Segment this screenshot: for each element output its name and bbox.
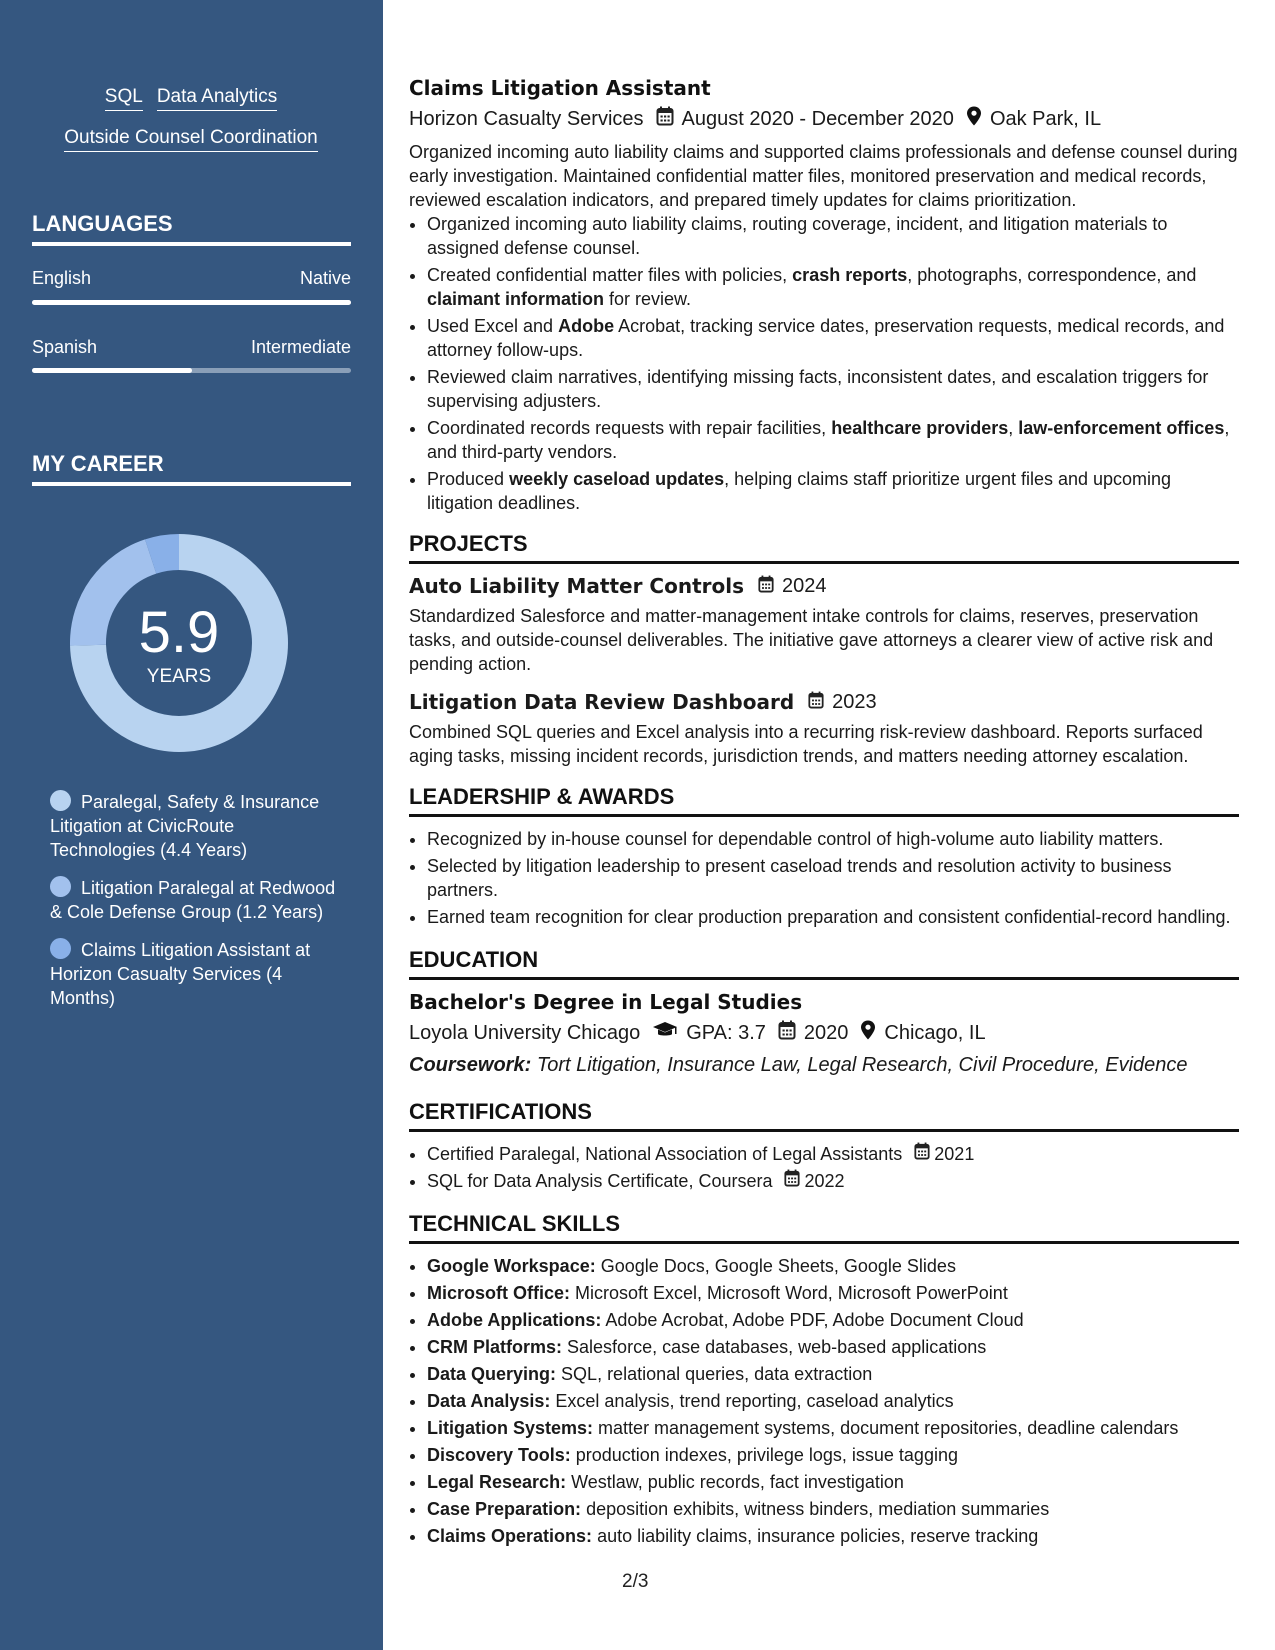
skill-category: CRM Platforms: [427, 1337, 563, 1357]
calendar-icon [758, 574, 774, 598]
career-item-text: Claims Litigation Assistant at Horizon Casualty Services (4 Months) [50, 940, 311, 1008]
career-item [50, 938, 340, 1010]
coursework [409, 1054, 1239, 1077]
language-proficiency-fill [32, 300, 351, 305]
skill-values: Salesforce, case databases, web-based applications [567, 1337, 987, 1357]
graduation-year: 2020 [803, 1021, 849, 1044]
language-row [32, 268, 351, 289]
page-number: 2/3 [622, 1571, 649, 1592]
leadership-heading: LEADERSHIP & AWARDS [409, 784, 1239, 817]
certification-row [427, 1142, 1239, 1166]
career-list [50, 790, 340, 1024]
career-color-dot [50, 876, 71, 897]
skill-values: SQL, relational queries, data extraction [561, 1364, 873, 1384]
calendar-icon [784, 1169, 800, 1193]
technical-skills-list [409, 1254, 1239, 1548]
technical-skill-item [427, 1254, 1239, 1278]
career-item-text: Litigation Paralegal at Redwood & Cole Defense Group (1.2 Years) [50, 878, 336, 922]
skill-values: auto liability claims, insurance policies, reserve tracking [597, 1526, 1039, 1546]
career-color-dot [50, 790, 71, 811]
language-row [32, 337, 351, 358]
career-heading: MY CAREER [32, 451, 351, 486]
bullet-text: Reviewed claim narratives, identifying missing facts, inconsistent dates, and escalation triggers for supervising adjusters. [427, 367, 1209, 411]
project-item [409, 690, 1239, 768]
projects-list [409, 574, 1239, 768]
skill-category: Litigation Systems: [427, 1418, 594, 1438]
job-company: Horizon Casualty Services [409, 107, 644, 130]
job-bullet [427, 314, 1239, 362]
skill-category: Discovery Tools: [427, 1445, 571, 1465]
language-level: Intermediate [250, 337, 351, 357]
certification-row [427, 1169, 1239, 1193]
skill-tag: Data Analytics [157, 86, 277, 111]
skill-values: Excel analysis, trend reporting, caseload analytics [555, 1391, 954, 1411]
career-color-dot [50, 938, 71, 959]
skill-values: Microsoft Excel, Microsoft Word, Microsoft PowerPoint [575, 1283, 1008, 1303]
job-summary: Organized incoming auto liability claims and supported claims professionals and defense counsel during early investigation. Maintained confidential matter files, monitored preservation and medical records, reviewed escalation indicators, and prepared timely updates for claims prioritization. [409, 142, 1238, 210]
technical-skills-heading: TECHNICAL SKILLS [409, 1211, 1239, 1244]
degree-title: Bachelor's Degree in Legal Studies [409, 990, 803, 1014]
certification-year: 2021 [934, 1144, 975, 1164]
education-heading: EDUCATION [409, 947, 1239, 980]
bold-text: crash reports [792, 265, 908, 285]
skill-category: Claims Operations: [427, 1526, 593, 1546]
leadership-item: • Selected by litigation leadership to present caseload trends and resolution activity to business partners. [427, 854, 1239, 902]
bold-text: claimant information [427, 289, 605, 309]
bullet-text: , photographs, correspondence, and [907, 265, 1197, 285]
skill-category: Adobe Applications: [427, 1310, 602, 1330]
school-location: Chicago, IL [884, 1021, 986, 1044]
skill-category: Legal Research: [427, 1472, 567, 1492]
skill-category: Data Analysis: [427, 1391, 551, 1411]
skill-tag: SQL [105, 86, 143, 111]
graduation-cap-icon [652, 1021, 678, 1045]
career-item [50, 790, 340, 862]
bullet-text: Used Excel and [427, 316, 559, 336]
bold-text: healthcare providers [831, 418, 1009, 438]
certification-year: 2022 [804, 1171, 845, 1191]
skill-tag-row [32, 127, 350, 152]
leadership-item: • Earned team recognition for clear production preparation and consistent confidential-record handling. [427, 905, 1239, 929]
project-title: Litigation Data Review Dashboard [409, 690, 795, 714]
skill-values: Google Docs, Google Sheets, Google Slides [600, 1256, 956, 1276]
school-name: Loyola University Chicago [409, 1021, 641, 1044]
coursework-label: Coursework: [409, 1054, 532, 1076]
languages-heading: LANGUAGES [32, 211, 351, 246]
skill-values: matter management systems, document repositories, deadline calendars [598, 1418, 1179, 1438]
job-bullets [409, 212, 1239, 515]
calendar-icon [808, 690, 824, 714]
project-year: 2023 [832, 690, 877, 713]
skill-values: Westlaw, public records, fact investigation [571, 1472, 904, 1492]
job-bullet [427, 365, 1239, 413]
job-title: Claims Litigation Assistant [409, 76, 711, 100]
projects-heading: PROJECTS [409, 531, 1239, 564]
location-pin-icon [966, 106, 982, 132]
language-level: Native [299, 268, 351, 288]
job-bullet [427, 212, 1239, 260]
certifications-list [409, 1142, 1239, 1193]
certification-name: • Certified Paralegal, National Association of Legal Assistants [427, 1144, 903, 1164]
main-content [409, 76, 1239, 1551]
technical-skill-item [427, 1389, 1239, 1413]
technical-skill-item [427, 1497, 1239, 1521]
job-dates: August 2020 - December 2020 [681, 107, 954, 130]
project-item [409, 574, 1239, 676]
job-bullet [427, 416, 1239, 464]
technical-skill-item [427, 1524, 1239, 1548]
skill-category: Data Querying: [427, 1364, 557, 1384]
job-location: Oak Park, IL [989, 107, 1102, 130]
bullet-text: , helping claims staff prioritize urgent files and upcoming litigation deadlines. [427, 469, 1172, 513]
language-proficiency-fill [32, 368, 192, 373]
language-proficiency-bar [32, 300, 351, 305]
bold-text: law-enforcement offices [1018, 418, 1225, 438]
bold-text: weekly caseload updates [509, 469, 725, 489]
career-donut-chart [66, 530, 292, 756]
skill-values: production indexes, privilege logs, issue tagging [575, 1445, 958, 1465]
skill-tag: Outside Counsel Coordination [64, 127, 318, 152]
technical-skill-item [427, 1362, 1239, 1386]
job-bullet [427, 263, 1239, 311]
skill-values: deposition exhibits, witness binders, mediation summaries [586, 1499, 1050, 1519]
bold-text: Adobe [558, 316, 615, 336]
job-meta [409, 106, 1239, 132]
certification-item [427, 1142, 1239, 1166]
skill-values: Adobe Acrobat, Adobe PDF, Adobe Document Cloud [605, 1310, 1024, 1330]
technical-skill-item [427, 1470, 1239, 1494]
language-proficiency-bar [32, 368, 351, 373]
project-description: Combined SQL queries and Excel analysis into a recurring risk-review dashboard. Reports surfaced aging tasks, missing incident records, jurisdiction trends, and matters needing attorney escalation. [409, 722, 1203, 766]
coursework-list: Tort Litigation, Insurance Law, Legal Research, Civil Procedure, Evidence [536, 1054, 1188, 1076]
calendar-icon [778, 1020, 796, 1046]
bullet-text: Organized incoming auto liability claims, routing coverage, incident, and litigation materials to assigned defense counsel. [427, 214, 1168, 258]
technical-skill-item [427, 1443, 1239, 1467]
bullet-text: Produced [427, 469, 510, 489]
job-bullet [427, 467, 1239, 515]
leadership-item: • Recognized by in-house counsel for dependable control of high-volume auto liability matters. [427, 827, 1239, 851]
certification-name: • SQL for Data Analysis Certificate, Coursera [427, 1171, 773, 1191]
education-meta [409, 1020, 1239, 1046]
career-total-unit: YEARS [146, 666, 212, 687]
certification-item [427, 1169, 1239, 1193]
skill-tag-row [32, 86, 350, 111]
location-pin-icon [860, 1020, 876, 1046]
technical-skill-item [427, 1281, 1239, 1305]
career-item [50, 876, 340, 924]
technical-skill-item [427, 1308, 1239, 1332]
project-year: 2024 [782, 574, 827, 597]
bullet-text: Coordinated records requests with repair facilities, [427, 418, 832, 438]
career-total-value: 5.9 [138, 600, 220, 665]
bullet-text: for review. [604, 289, 692, 309]
bullet-text: Created confidential matter files with policies, [427, 265, 793, 285]
language-name: English [32, 268, 92, 288]
skill-category: Google Workspace: [427, 1256, 596, 1276]
bullet-text: , and third-party vendors. [427, 418, 1230, 462]
technical-skill-item [427, 1335, 1239, 1359]
language-name: Spanish [32, 337, 98, 357]
calendar-icon [656, 106, 674, 132]
calendar-icon [914, 1142, 930, 1166]
project-description: Standardized Salesforce and matter-management intake controls for claims, reserves, preservation tasks, and outside-counsel deliverables. The initiative gave attorneys a clearer view of active risk and pending action. [409, 606, 1214, 674]
technical-skill-item [427, 1416, 1239, 1440]
career-item-text: Paralegal, Safety & Insurance Litigation at CivicRoute Technologies (4.4 Years) [50, 792, 320, 860]
skill-tags [32, 86, 350, 168]
gpa: GPA: 3.7 [686, 1021, 766, 1044]
bullet-text: , [1008, 418, 1019, 438]
project-title: Auto Liability Matter Controls [409, 574, 745, 598]
skill-category: Microsoft Office: [427, 1283, 571, 1303]
bullet-text: Acrobat, tracking service dates, preservation requests, medical records, and attorney follow-ups. [427, 316, 1225, 360]
certifications-heading: CERTIFICATIONS [409, 1099, 1239, 1132]
skill-category: Case Preparation: [427, 1499, 582, 1519]
sidebar [0, 0, 383, 1650]
project-header [409, 574, 1239, 598]
leadership-list [409, 827, 1239, 929]
project-header [409, 690, 1239, 714]
